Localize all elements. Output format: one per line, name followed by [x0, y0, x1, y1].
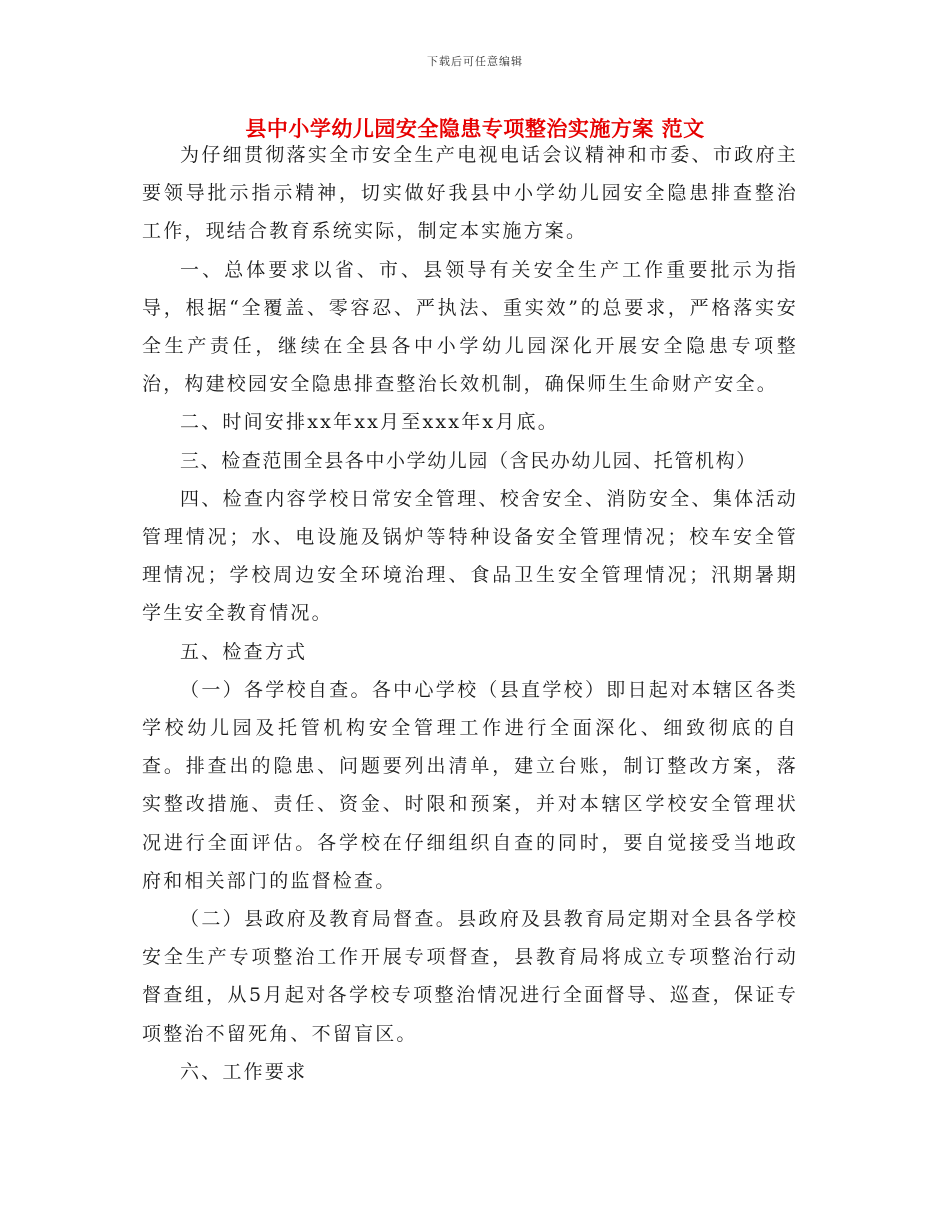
- paragraph-general-requirements: 一、总体要求以省、市、县领导有关安全生产工作重要批示为指导，根据“全覆盖、零容忍、严执法、重实效”的总要求，严格落实安全生产责任，继续在全县各中小学幼儿园深化开展安全隐患专项整治，构建校园安全隐患排查整治长效机制，确保师生生命财产安全。: [142, 258, 798, 396]
- paragraph-self-inspection: （一）各学校自查。各中心学校（县直学校）即日起对本辖区各类学校幼儿园及托管机构安全管理工作进行全面深化、细致彻底的自查。排查出的隐患、问题要列出清单，建立台账，制订整改方案，落实整改措施、责任、资金、时限和预案，并对本辖区学校安全管理状况进行全面评估。各学校在仔细组织自查的同时，要自觉接受当地政府和相关部门的监督检查。: [142, 678, 798, 892]
- paragraph-inspection-method-heading: 五、检查方式: [180, 640, 308, 663]
- paragraph-work-requirements-heading: 六、工作要求: [180, 1060, 308, 1083]
- paragraph-intro: 为仔细贯彻落实全市安全生产电视电话会议精神和市委、市政府主要领导批示指示精神，切实做好我县中小学幼儿园安全隐患排查整治工作，现结合教育系统实际，制定本实施方案。: [142, 144, 798, 243]
- paragraph-inspection-content: 四、检查内容学校日常安全管理、校舍安全、消防安全、集体活动管理情况；水、电设施及锅炉等特种设备安全管理情况；校车安全管理情况；学校周边安全环境治理、食品卫生安全管理情况；汛期暑期学生安全教育情况。: [142, 487, 798, 625]
- paragraph-supervision: （二）县政府及教育局督查。县政府及县教育局定期对全县各学校安全生产专项整治工作开展专项督查，县教育局将成立专项整治行动督查组，从5月起对各学校专项整治情况进行全面督导、巡查，保证专项整治不留死角、不留盲区。: [142, 908, 798, 1045]
- paragraph-schedule: 二、时间安排xx年xx月至xxx年x月底。: [180, 411, 559, 434]
- paragraph-scope: 三、检查范围全县各中小学幼儿园（含民办幼儿园、托管机构）: [180, 449, 757, 472]
- page-header-note: 下载后可任意编辑: [427, 55, 523, 68]
- document-body: [142, 136, 798, 1091]
- document-title: 县中小学幼儿园安全隐患专项整治实施方案 范文: [245, 117, 705, 141]
